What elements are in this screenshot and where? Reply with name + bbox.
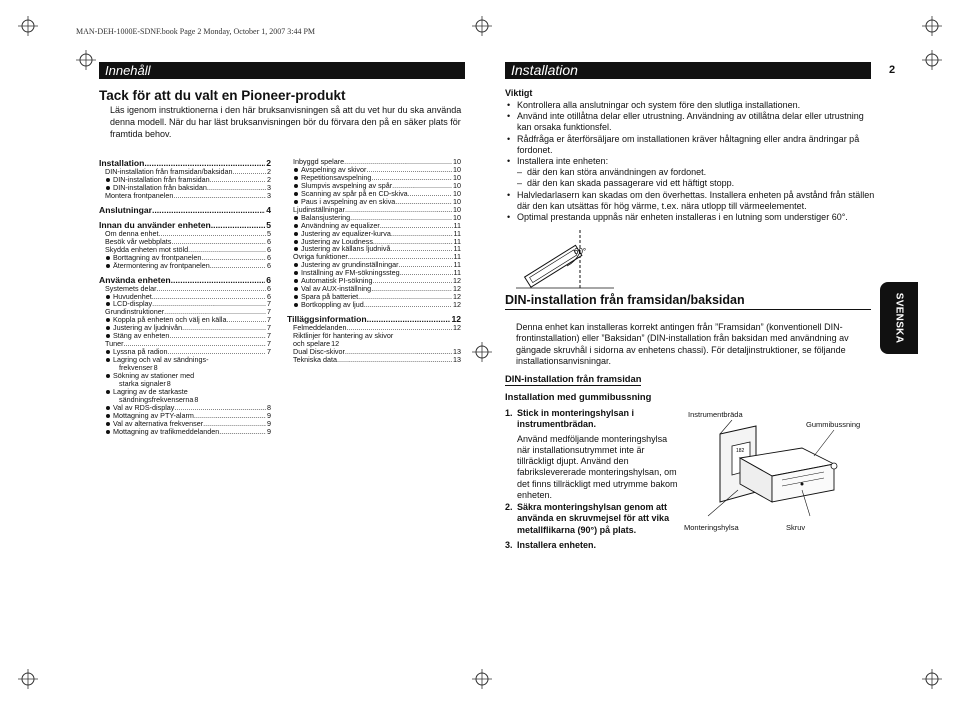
toc-leader-dots (391, 230, 453, 238)
toc-leader-dots (227, 316, 267, 324)
toc-leader-dots (408, 190, 452, 198)
toc-entry-title: Justering av equalizer-kurva (301, 229, 391, 238)
toc-leader-dots (399, 261, 453, 269)
installation-section-bar: Installation (505, 62, 871, 79)
toc-leader-dots (344, 158, 452, 166)
toc-entry-title: Justering av Loudness (301, 237, 373, 246)
toc-entry (287, 158, 461, 166)
toc-leader-dots (345, 206, 452, 214)
registration-mark-top-right (922, 16, 942, 36)
toc-entry-page: 6 (267, 245, 271, 254)
toc-entry (287, 230, 461, 238)
toc-entry-page: 12 (453, 301, 461, 310)
toc-leader-dots (210, 176, 266, 184)
toc-leader-dots (210, 262, 266, 270)
important-item: • Rådfråga er återförsäljare om installationen kräver håltagning eller andra ändringar på fordonet. (505, 134, 875, 156)
toc-leader-dots (173, 192, 266, 200)
toc-leader-dots (371, 174, 452, 182)
toc-entry-title: Lagring och val av sändnings- (113, 356, 209, 365)
toc-entry-page: 6 (267, 237, 271, 246)
toc-entry-page: 10 (453, 173, 461, 182)
toc-entry-title: Val av AUX-inställning (301, 285, 372, 294)
toc-entry-page: 4 (266, 204, 271, 215)
toc-leader-dots (345, 348, 452, 356)
sleeve-label: Monteringshylsa (684, 523, 739, 532)
size-marking: 182 (736, 448, 745, 454)
toc-entry (287, 214, 461, 222)
toc-entry-title: Skydda enheten mot stöld (105, 245, 189, 254)
toc-entry (99, 420, 271, 428)
registration-mark-top-center (472, 16, 492, 36)
important-item: • Installera inte enheten: (505, 156, 875, 167)
toc-entry-title: sändningsfrekvenserna (119, 395, 194, 404)
toc-entry-title: Återmontering av frontpanelen (113, 261, 210, 270)
toc-entry-page: 10 (453, 165, 461, 174)
toc-entry (287, 277, 461, 285)
toc-entry (287, 285, 461, 293)
toc-leader-dots (400, 269, 453, 277)
toc-entry (99, 262, 271, 270)
important-item: • Kontrollera alla anslutningar och system före den slutliga installationen. (505, 100, 875, 111)
toc-leader-dots (391, 245, 453, 253)
important-item: • Halvledarlasern kan skadas om den överhettas. Installera enheten på avstånd från ställen där den kan utsättas för hög värme, t.ex. nära utlopp till värmeelementet. (505, 190, 875, 212)
toc-leader-dots (347, 324, 452, 332)
toc-entry (287, 238, 461, 246)
toc-leader-dots (124, 340, 266, 348)
registration-mark-middle (472, 342, 492, 362)
toc-entry (99, 412, 271, 420)
toc-entry-title: Bortkoppling av ljud (301, 301, 364, 310)
table-of-contents-column-2 (287, 158, 461, 364)
toc-entry (99, 230, 271, 238)
toc-leader-dots (152, 300, 266, 308)
important-list (505, 100, 875, 223)
toc-entry-page: 5 (266, 219, 271, 230)
toc-entry-title: Val av RDS-display (113, 403, 175, 412)
toc-entry-title: Tilläggsinformation (287, 314, 367, 325)
step-title: Stick in monteringshylsan i instrumentbrädan. (517, 408, 635, 430)
toc-entry (287, 332, 461, 340)
toc-entry-title: Lyssna på radion (113, 348, 168, 357)
toc-entry-page: 12 (331, 340, 340, 348)
toc-entry-page: 8 (166, 380, 171, 388)
toc-entry-title: DIN-installation från framsidan (113, 175, 210, 184)
toc-entry-title: Tuner (105, 340, 124, 349)
toc-entry-title: Val av alternativa frekvenser (113, 419, 204, 428)
toc-leader-dots (348, 253, 453, 261)
toc-entry-page: 13 (453, 347, 461, 356)
installation-diagram (684, 410, 874, 535)
toc-entry (99, 184, 271, 192)
step-title: Säkra monteringshylsan genom att använda en skruvmejsel för att vika metallflikarna (90°) på plats. (517, 502, 670, 535)
toc-entry-title: Koppla på enheten och välj en källa (113, 316, 227, 325)
toc-entry-title: Innan du använder enheten (99, 219, 211, 230)
toc-leader-dots (337, 356, 452, 364)
toc-entry-title: Scanning av spår på en CD-skiva (301, 189, 408, 198)
front-installation-title: DIN-installation från framsidan (505, 373, 642, 384)
toc-entry-page: 10 (453, 189, 461, 198)
toc-leader-dots (174, 404, 266, 412)
toc-leader-dots (358, 293, 452, 301)
toc-entry-title: Huvudenhet (113, 292, 152, 301)
toc-entry-page: 7 (267, 332, 271, 341)
toc-entry (287, 174, 461, 182)
toc-entry-page: 8 (153, 364, 158, 373)
toc-entry-title: Anslutningar (99, 204, 152, 215)
toc-leader-dots (152, 205, 265, 215)
toc-leader-dots (152, 293, 266, 301)
language-tab (880, 282, 918, 354)
toc-entry-title: starka signaler (119, 380, 166, 388)
print-header: MAN-DEH-1000E-SDNF.book Page 2 Monday, October 1, 2007 3:44 PM (76, 27, 316, 36)
toc-entry-title: Balansjustering (301, 213, 351, 222)
toc-leader-dots (364, 301, 452, 309)
toc-entry-title: Automatisk PI-sökning (301, 277, 373, 286)
important-label: Viktigt (505, 88, 533, 98)
toc-entry-page: 6 (267, 261, 271, 270)
toc-entry-title: Använda enheten (99, 274, 171, 285)
important-item: – där den kan skada passagerare vid ett häftigt stopp. (505, 178, 875, 189)
important-item: • Optimal prestanda uppnås när enheten installeras i en lutning som understiger 60°. (505, 212, 875, 223)
toc-entry-page: 10 (453, 181, 461, 190)
toc-entry-title: Slumpvis avspelning av spår (301, 181, 393, 190)
step-number: 3. (505, 540, 513, 550)
toc-entry-title: Stäng av enheten (113, 332, 170, 341)
toc-leader-dots (188, 246, 266, 254)
toc-entry (99, 168, 271, 176)
registration-mark-inner-left (76, 50, 96, 70)
toc-entry-title: LCD-display (113, 300, 153, 309)
toc-entry (287, 301, 461, 309)
important-item: • Använd inte otillåtna delar eller utrustning. Användning av otillåtna delar eller utrustning kan orsaka funktionsfel. (505, 111, 875, 133)
toc-entry-page: 11 (453, 261, 461, 270)
toc-entry (99, 364, 271, 372)
rubber-bushing-title: Installation med gummibussning (505, 391, 652, 402)
toc-leader-dots (373, 277, 452, 285)
toc-leader-dots (157, 285, 266, 293)
toc-entry-page: 7 (267, 324, 271, 333)
toc-entry-page: 11 (453, 237, 461, 246)
step-number: 2. (505, 502, 513, 512)
registration-mark-bottom-right (922, 669, 942, 689)
toc-entry (99, 254, 271, 262)
toc-entry (99, 332, 271, 340)
toc-entry-page: 7 (267, 348, 271, 357)
registration-mark-bottom-left (18, 669, 38, 689)
toc-entry-title: Inställning av FM-sökningssteg (301, 269, 400, 278)
tilt-angle-diagram (510, 222, 620, 292)
toc-entry (287, 293, 461, 301)
toc-entry (99, 356, 271, 364)
screw-label: Skruv (786, 523, 806, 532)
toc-entry-title: Borttagning av frontpanelen (113, 253, 202, 262)
toc-entry (99, 293, 271, 301)
installation-illustration (684, 420, 874, 520)
toc-entry (99, 246, 271, 254)
toc-leader-dots (169, 332, 266, 340)
contents-section-bar: Innehåll (99, 62, 465, 79)
toc-entry-page: 11 (453, 221, 461, 230)
toc-entry-page: 11 (453, 269, 461, 278)
toc-entry-title: Lagring av de starkaste (113, 387, 188, 396)
toc-entry-title: Riktlinjer för hantering av skivor (293, 332, 394, 341)
toc-entry-page: 12 (453, 324, 461, 333)
toc-entry-title: Tekniska data (293, 355, 337, 364)
toc-entry (99, 348, 271, 356)
toc-entry (99, 220, 271, 230)
toc-entry (287, 190, 461, 198)
toc-entry-title: DIN-installation från framsidan/baksidan (105, 168, 233, 176)
toc-entry (99, 316, 271, 324)
toc-entry-title: Justering av grundinställningar (301, 261, 399, 270)
toc-entry-page: 9 (267, 419, 271, 428)
toc-leader-dots (171, 238, 266, 246)
toc-entry (287, 348, 461, 356)
registration-mark-inner-right (922, 50, 942, 70)
toc-entry (287, 245, 461, 253)
toc-entry-page: 9 (267, 427, 271, 436)
toc-entry-title: Justering av ljudnivån (113, 324, 183, 333)
toc-leader-dots (203, 420, 266, 428)
toc-entry (287, 261, 461, 269)
toc-leader-dots (211, 220, 265, 230)
toc-entry (287, 314, 461, 324)
toc-entry-page: 11 (453, 245, 461, 254)
toc-entry-page: 12 (451, 314, 461, 325)
toc-entry-title: Paus i avspelning av en skiva (301, 197, 396, 206)
toc-entry (287, 166, 461, 174)
toc-leader-dots (371, 285, 452, 293)
toc-entry-page: 2 (267, 168, 271, 176)
toc-entry-title: Sökning av stationer med (113, 372, 195, 381)
toc-entry-title: Systemets delar (105, 284, 157, 293)
toc-entry-title: Avspelning av skivor (301, 165, 367, 174)
din-installation-title: DIN-installation från framsidan/baksidan (505, 293, 745, 307)
toc-entry-title: Ljudinställningar (293, 205, 345, 214)
step-title: Installera enheten. (517, 540, 597, 550)
toc-entry (99, 192, 271, 200)
toc-entry (287, 269, 461, 277)
toc-entry-title: Spara på batteriet (301, 293, 359, 302)
toc-entry-title: Grundinstruktioner (105, 308, 165, 317)
toc-entry-title: Justering av källans ljudnivå (301, 245, 391, 254)
toc-entry-title: Användning av equalizer (301, 221, 380, 230)
step-number: 1. (505, 408, 513, 418)
toc-entry-title: frekvenser (119, 364, 153, 373)
toc-entry-title: Installation (99, 158, 145, 168)
important-item: – där den kan störa användningen av fordonet. (505, 167, 875, 178)
language-tab-label: SVENSKA (893, 292, 905, 344)
toc-entry (287, 356, 461, 364)
toc-entry-page: 10 (453, 205, 461, 214)
step-3 (505, 540, 690, 551)
toc-entry (287, 198, 461, 206)
toc-leader-dots (392, 182, 452, 190)
title-rule (505, 309, 871, 310)
toc-entry-page: 6 (267, 253, 271, 262)
registration-mark-bottom-center (472, 669, 492, 689)
toc-entry (99, 176, 271, 184)
toc-entry-page: 7 (267, 300, 271, 309)
toc-leader-dots (144, 158, 265, 168)
toc-entry-title: Repetitionsavspelning (301, 173, 372, 182)
toc-entry-title: Dual Disc-skivor (293, 347, 345, 356)
toc-leader-dots (373, 238, 453, 246)
toc-entry (287, 206, 461, 214)
toc-entry-page: 12 (453, 285, 461, 294)
toc-entry-page: 6 (267, 292, 271, 301)
toc-entry-page: 10 (453, 197, 461, 206)
toc-entry-page: 9 (267, 411, 271, 420)
toc-entry-title: Mottagning av PTY-alarm (113, 411, 194, 420)
toc-entry-page: 6 (267, 284, 271, 293)
toc-leader-dots (164, 308, 266, 316)
intro-title: Tack för att du valt en Pioneer-produkt (99, 88, 346, 103)
toc-leader-dots (380, 222, 453, 230)
toc-entry-title: Mottagning av trafikmeddelanden (113, 427, 220, 436)
toc-entry (99, 404, 271, 412)
toc-leader-dots (366, 166, 452, 174)
step-1 (505, 408, 680, 501)
toc-entry (287, 182, 461, 190)
toc-entry-page: 10 (453, 158, 461, 166)
toc-entry (99, 238, 271, 246)
toc-entry (99, 324, 271, 332)
rubber-bushing-label: Gummibussning (806, 420, 861, 429)
toc-entry-page: 2 (266, 158, 271, 168)
toc-entry-title: Om denna enhet (105, 229, 159, 238)
toc-entry (99, 340, 271, 348)
toc-entry (99, 388, 271, 396)
registration-mark-top-left (18, 16, 38, 36)
toc-entry-page: 12 (453, 277, 461, 286)
toc-leader-dots (207, 184, 266, 192)
toc-entry (99, 396, 271, 404)
toc-entry (99, 300, 271, 308)
toc-entry (287, 222, 461, 230)
intro-text: Läs igenom instruktionerna i den här bruksanvisningen så att du vet hur du ska använda denna modell. När du har läst bruksanvisningen bör du förvara den på en säker plats för framtida behov. (110, 105, 462, 139)
dashboard-label: Instrumentbräda (688, 410, 743, 419)
table-of-contents-column-1 (99, 158, 271, 436)
toc-entry-page: 3 (267, 183, 271, 192)
toc-entry-title: och spelare (293, 340, 331, 348)
toc-entry-page: 11 (453, 229, 461, 238)
angle-label: 60° (574, 247, 587, 256)
toc-leader-dots (350, 214, 452, 222)
toc-entry (99, 158, 271, 168)
toc-entry-page: 7 (267, 308, 271, 317)
toc-entry-page: 7 (267, 340, 271, 349)
toc-entry-page: 5 (267, 229, 271, 238)
toc-leader-dots (232, 168, 266, 176)
toc-leader-dots (395, 198, 452, 206)
toc-entry-title: DIN-installation från baksidan (113, 183, 207, 192)
toc-entry-page: 2 (267, 175, 271, 184)
toc-entry (99, 380, 271, 388)
toc-entry (99, 205, 271, 215)
step-description: Använd medföljande monteringshylsa när installationsutrymmet inte är tillräckligt djupt. Använd den fabrikslevererade monteringshylsan, om det finns tillräckligt med utrymme bakom enheten. (517, 433, 678, 501)
toc-entry-title: Inbyggd spelare (293, 158, 345, 166)
toc-entry-page: 6 (266, 274, 271, 285)
toc-leader-dots (367, 314, 451, 324)
toc-entry (99, 308, 271, 316)
toc-entry (287, 253, 461, 261)
din-installation-text: Denna enhet kan installeras korrekt antingen från ”Framsidan” (konventionell DIN-frontinstallation) eller ”Baksidan” (DIN-installation från baksidan med användning av gängade skruvhål i sidorna av enhetens chassi). För detaljinstruktioner, se följande installationsanvisningar. (516, 322, 849, 366)
toc-leader-dots (194, 412, 266, 420)
toc-entry (99, 285, 271, 293)
toc-entry-title: Övriga funktioner (293, 253, 348, 262)
toc-entry-title: Montera frontpanelen (105, 191, 174, 200)
toc-entry (287, 324, 461, 332)
toc-entry-page: 8 (194, 395, 199, 404)
toc-leader-dots (182, 324, 266, 332)
toc-leader-dots (167, 348, 266, 356)
toc-leader-dots (201, 254, 266, 262)
toc-entry-page: 10 (453, 213, 461, 222)
toc-leader-dots (171, 275, 266, 285)
toc-entry-page: 13 (453, 355, 461, 364)
toc-entry-title: Besök vår webbplats (105, 237, 172, 246)
page-number: 2 (888, 64, 896, 76)
toc-leader-dots (159, 230, 266, 238)
toc-entry (287, 340, 461, 348)
toc-entry (99, 372, 271, 380)
toc-entry (99, 428, 271, 436)
toc-leader-dots (219, 428, 266, 436)
toc-entry-page: 3 (267, 191, 271, 200)
toc-entry-page: 12 (453, 293, 461, 302)
toc-entry-page: 11 (453, 253, 461, 262)
toc-entry-page: 8 (267, 403, 271, 412)
toc-entry-page: 7 (267, 316, 271, 325)
step-2 (505, 502, 690, 536)
toc-entry (99, 275, 271, 285)
toc-entry-title: Felmeddelanden (293, 324, 347, 333)
